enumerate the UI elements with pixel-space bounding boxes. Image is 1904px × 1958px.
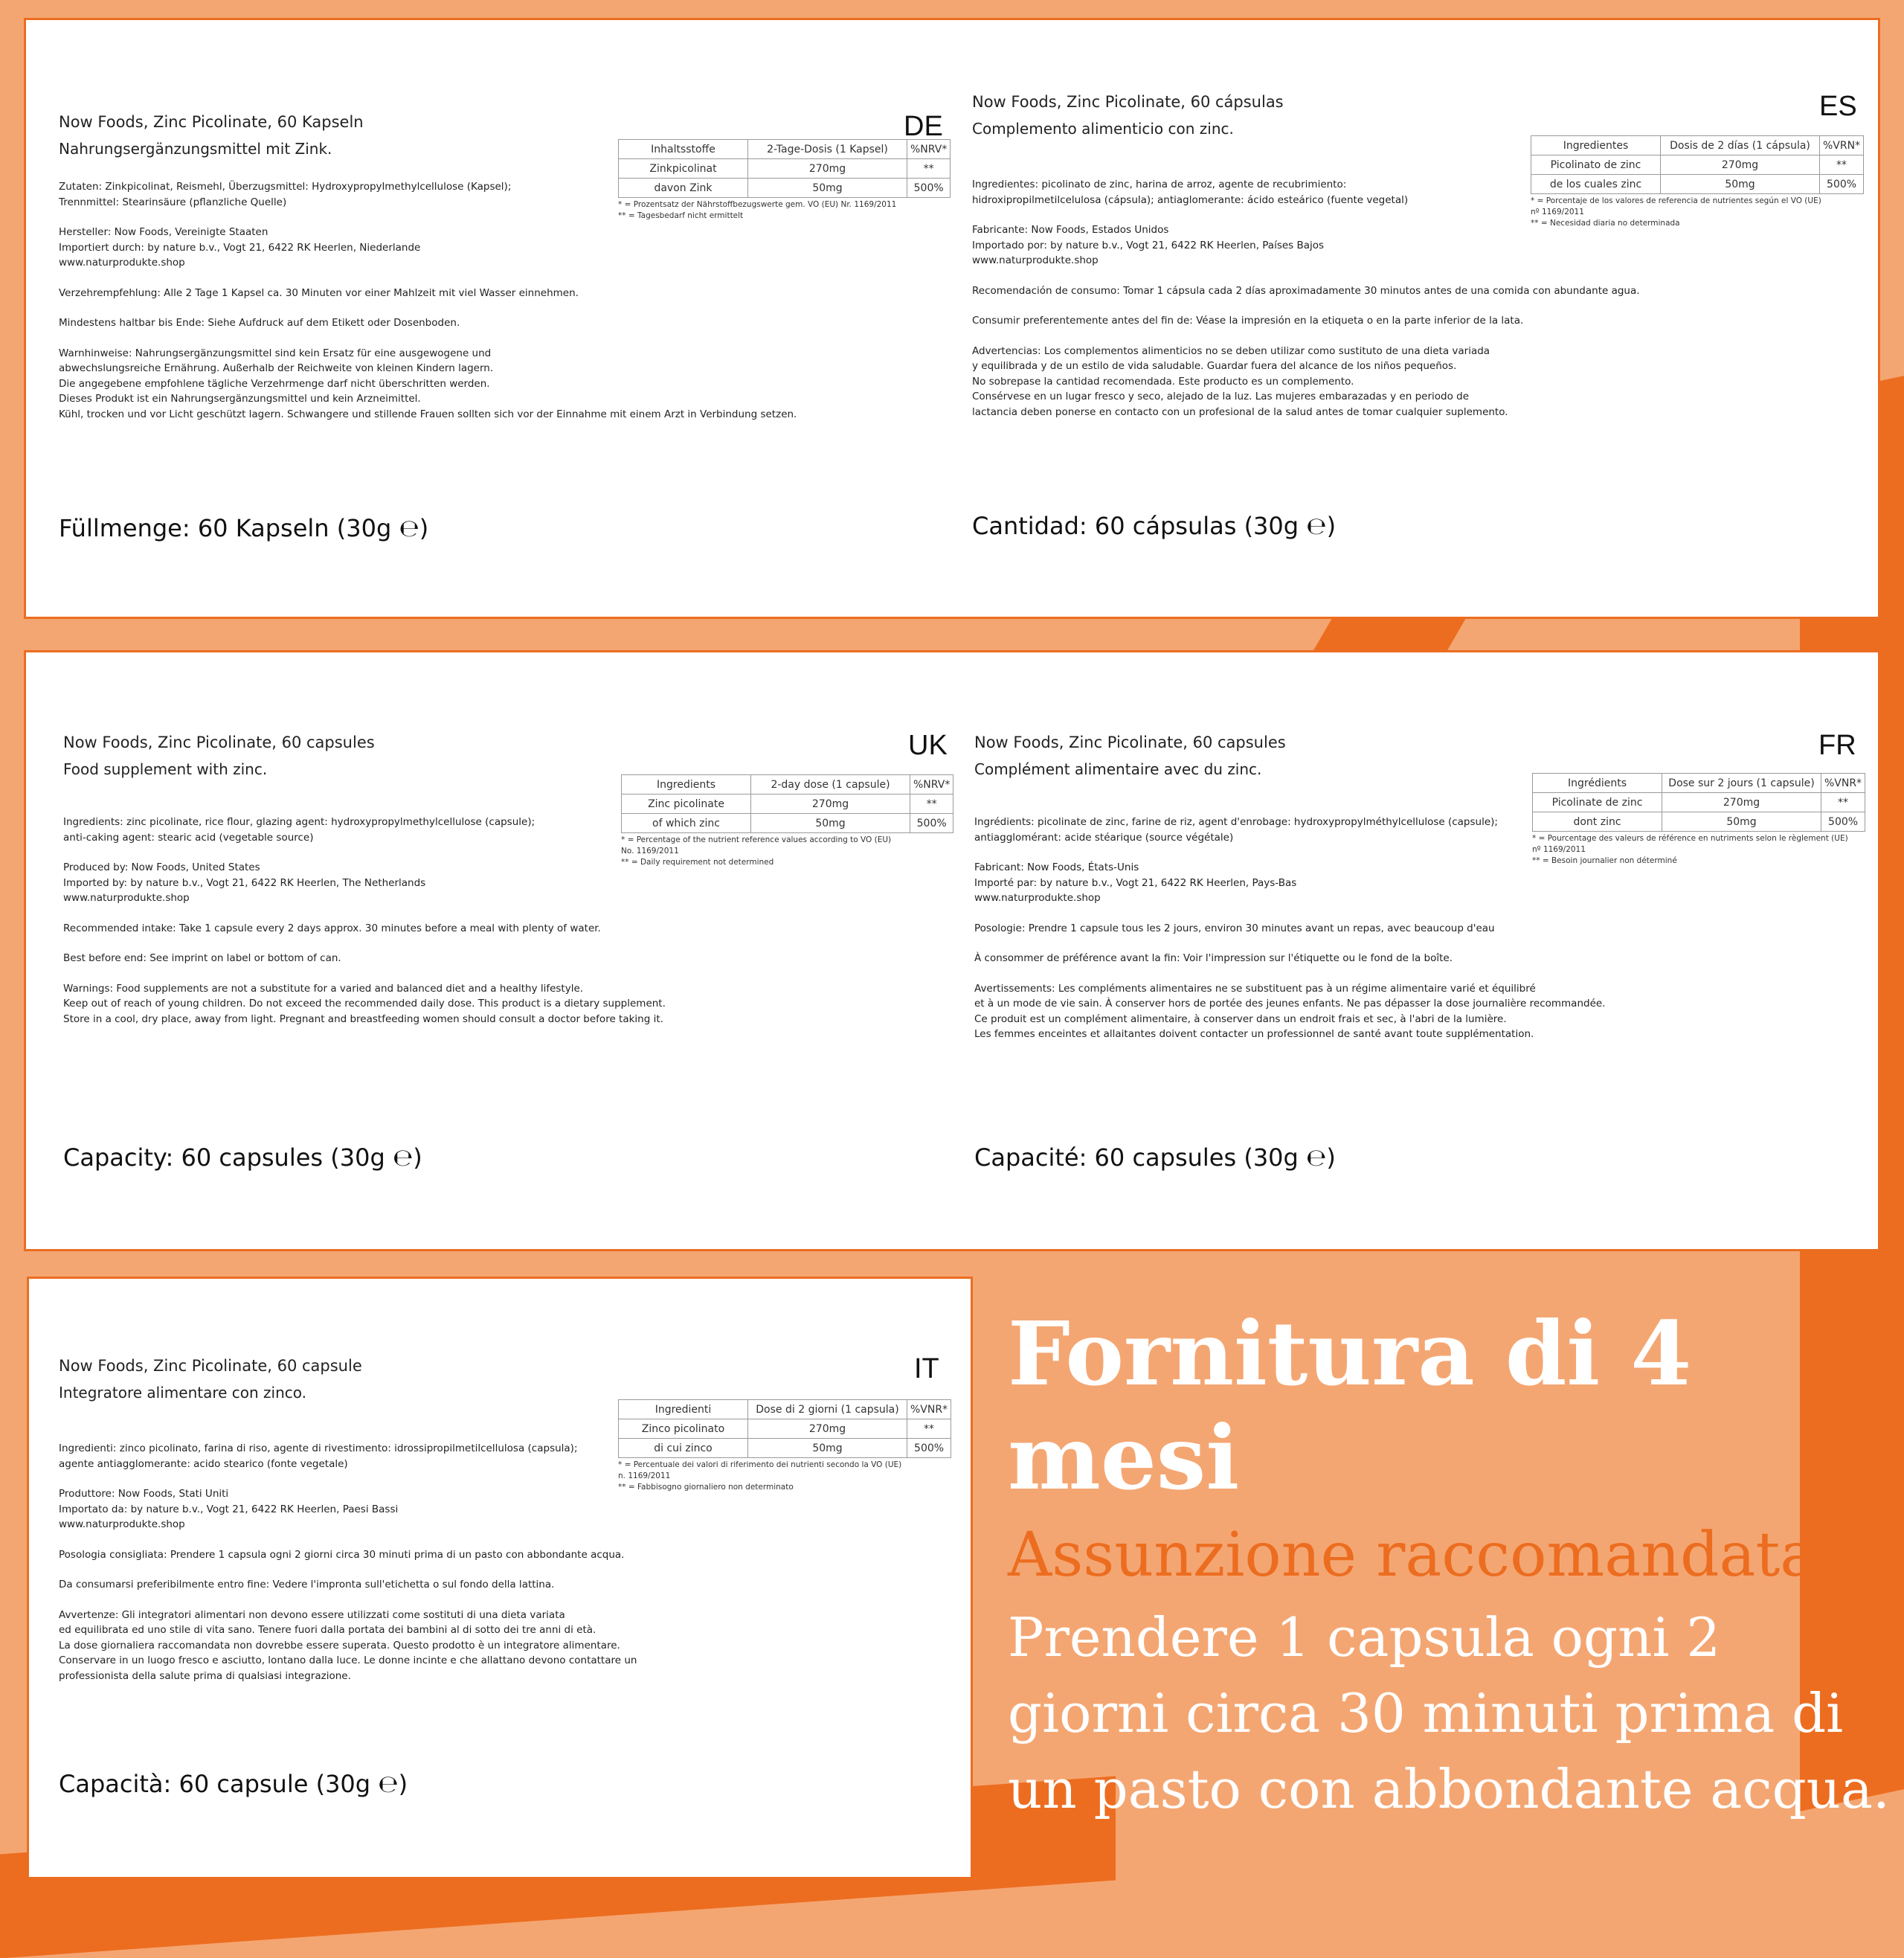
nutrition-row bbox=[1533, 793, 1865, 812]
text-line: La dose giornaliera raccomandata non dovrebbe essere superata. Questo prodotto è un integratore alimentare. bbox=[59, 1639, 620, 1652]
text-line: Mindestens haltbar bis Ende: Siehe Aufdruck auf dem Etikett oder Dosenboden. bbox=[59, 317, 460, 329]
warnings-block bbox=[59, 346, 797, 423]
note: * = Porcentaje de los valores de referencia de nutrientes según el VO (UE) bbox=[1531, 196, 1821, 205]
language-code: IT bbox=[914, 1353, 939, 1384]
label-subtitle: Food supplement with zinc. bbox=[63, 760, 268, 778]
cell: 270mg bbox=[1662, 793, 1821, 812]
text-line: abwechslungsreiche Ernährung. Außerhalb der Reichweite von kleinen Kindern lagern. bbox=[59, 362, 494, 374]
label-title: Now Foods, Zinc Picolinate, 60 capsules bbox=[63, 734, 375, 751]
language-code: DE bbox=[904, 111, 943, 142]
best-before-block bbox=[63, 951, 666, 966]
text-line: Importado por: by nature b.v., Vogt 21, 6422 RK Heerlen, Países Bajos bbox=[972, 239, 1325, 251]
ingredients-block bbox=[59, 179, 797, 210]
header-cell: Ingrédients bbox=[1533, 774, 1662, 793]
text-line: antiagglomérant: acide stéarique (source végétale) bbox=[974, 831, 1234, 844]
text-line: www.naturprodukte.shop bbox=[59, 257, 185, 269]
header-cell: Ingredienti bbox=[619, 1400, 748, 1419]
cell: Picolinate de zinc bbox=[1533, 793, 1662, 812]
ingredients-block bbox=[974, 815, 1605, 845]
note: * = Prozentsatz der Nährstoffbezugswerte gem. VO (EU) Nr. 1169/2011 bbox=[618, 200, 897, 209]
text-line: Imported by: by nature b.v., Vogt 21, 6422 RK Heerlen, The Netherlands bbox=[63, 876, 426, 889]
manufacturer-block bbox=[59, 225, 797, 271]
dosage-block bbox=[972, 283, 1640, 299]
label-body bbox=[972, 177, 1640, 434]
label-title: Now Foods, Zinc Picolinate, 60 Kapseln bbox=[59, 113, 364, 131]
nutrition-header-row bbox=[619, 140, 951, 159]
text-line: Ce produit est un complément alimentaire, à conserver dans un endroit frais et sec, à l'abri de la lumière. bbox=[974, 1012, 1507, 1025]
manufacturer-block bbox=[972, 222, 1640, 269]
cell: 500% bbox=[1820, 175, 1864, 194]
label-subtitle: Integratore alimentare con zinco. bbox=[59, 1384, 307, 1402]
text-line: Les femmes enceintes et allaitantes doivent contacter un professionnel de santé avant toute supplémentation. bbox=[974, 1028, 1534, 1040]
header-cell: Ingredients bbox=[622, 775, 751, 795]
text-line: Posologie: Prendre 1 capsule tous les 2 jours, environ 30 minutes avant un repas, avec beaucoup d'eau bbox=[974, 922, 1495, 934]
nutrition-row bbox=[619, 1419, 951, 1439]
text-line: Recommended intake: Take 1 capsule every 2 days approx. 30 minutes before a meal with plenty of water. bbox=[63, 922, 601, 934]
cell: dont zinc bbox=[1533, 812, 1662, 832]
text-line: ed equilibrata ed uno stile di vita sano. Tenere fuori dalla portata dei bambini al di sotto dei tre anni di età. bbox=[59, 1624, 596, 1636]
manufacturer-block bbox=[63, 860, 666, 906]
nutrition-header-row bbox=[1531, 136, 1864, 155]
text-line: Hersteller: Now Foods, Vereinigte Staaten bbox=[59, 226, 268, 238]
note: ** = Fabbisogno giornaliero non determinato bbox=[618, 1483, 794, 1492]
nutrition-row bbox=[622, 795, 953, 814]
note: * = Pourcentage des valeurs de référence en nutriments selon le règlement (UE) bbox=[1532, 834, 1848, 843]
text-line: Ingredienti: zinco picolinato, farina di riso, agente di rivestimento: idrossipropilmetilcellulosa (capsula); bbox=[59, 1442, 578, 1454]
note: n. 1169/2011 bbox=[618, 1471, 671, 1480]
header-cell: Dosis de 2 días (1 cápsula) bbox=[1661, 136, 1820, 155]
language-code: ES bbox=[1819, 91, 1857, 122]
cell: 50mg bbox=[1662, 812, 1821, 832]
cell: davon Zink bbox=[619, 179, 748, 198]
warnings-block bbox=[63, 981, 666, 1027]
cell: 500% bbox=[907, 1439, 951, 1458]
cell: 270mg bbox=[751, 795, 910, 814]
ingredients-block bbox=[972, 177, 1640, 208]
dosage-block bbox=[59, 286, 797, 301]
ingredients-block bbox=[63, 815, 666, 845]
header-cell: %VNR* bbox=[1821, 774, 1865, 793]
text-line: Trennmittel: Stearinsäure (pflanzliche Quelle) bbox=[59, 196, 287, 208]
text-line: Ingredientes: picolinato de zinc, harina de arroz, agente de recubrimiento: bbox=[972, 179, 1347, 190]
text-line: Keep out of reach of young children. Do not exceed the recommended daily dose. This product is a dietary supplement. bbox=[63, 998, 666, 1010]
cell: Zinkpicolinat bbox=[619, 159, 748, 179]
text-line: y equilibrada y de un estilo de vida saludable. Guardar fuera del alcance de los niños pequeños. bbox=[972, 360, 1457, 372]
nutrition-header-row bbox=[1533, 774, 1865, 793]
cell: Picolinato de zinc bbox=[1531, 155, 1661, 175]
note: ** = Necesidad diaria no determinada bbox=[1531, 219, 1680, 228]
header-cell: %VRN* bbox=[1820, 136, 1864, 155]
text-line: www.naturprodukte.shop bbox=[972, 254, 1099, 266]
label-body bbox=[59, 1441, 637, 1698]
ingredients-block bbox=[59, 1441, 637, 1471]
dosage-block bbox=[59, 1547, 637, 1563]
header-cell: Ingredientes bbox=[1531, 136, 1661, 155]
language-code: UK bbox=[908, 730, 948, 761]
note: No. 1169/2011 bbox=[621, 847, 679, 856]
nutrition-header-row bbox=[619, 1400, 951, 1419]
header-cell: %VNR* bbox=[907, 1400, 951, 1419]
label-it bbox=[27, 1277, 973, 1879]
text-line: Advertencias: Los complementos alimenticios no se deben utilizar como sustituto de una dieta variada bbox=[972, 344, 1490, 357]
label-title: Now Foods, Zinc Picolinate, 60 cápsulas bbox=[972, 93, 1284, 111]
note: nº 1169/2011 bbox=[1531, 208, 1584, 216]
nutrition-row bbox=[622, 814, 953, 833]
cell: Zinco picolinato bbox=[619, 1419, 748, 1439]
note: nº 1169/2011 bbox=[1532, 845, 1586, 854]
text-line: Dieses Produkt ist ein Nahrungsergänzungsmittel und kein Arzneimittel. bbox=[59, 393, 421, 405]
promo-block bbox=[1008, 1302, 1893, 1827]
text-line: www.naturprodukte.shop bbox=[59, 1518, 185, 1530]
text-line: professionista della salute prima di qualsiasi integrazione. bbox=[59, 1669, 351, 1682]
note: * = Percentage of the nutrient reference values according to VO (EU) bbox=[621, 835, 892, 844]
cell: 500% bbox=[907, 179, 951, 198]
label-subtitle: Nahrungsergänzungsmittel mit Zink. bbox=[59, 140, 332, 158]
table-notes bbox=[618, 1460, 951, 1493]
header-cell: 2-day dose (1 capsule) bbox=[751, 775, 910, 795]
cell: 500% bbox=[910, 814, 953, 833]
header-cell: 2-Tage-Dosis (1 Kapsel) bbox=[748, 140, 907, 159]
text-line: Consumir preferentemente antes del fin de: Véase la impresión en la etiqueta o en la parte inferior de la lata. bbox=[972, 315, 1524, 327]
promo-subhead: Assunzione raccomandata: bbox=[1008, 1520, 1837, 1591]
cell: 50mg bbox=[751, 814, 910, 833]
text-line: Consérvese en un lugar fresco y seco, alejado de la luz. Las mujeres embarazadas y en periodo de bbox=[972, 391, 1470, 402]
cell: 270mg bbox=[748, 159, 907, 179]
best-before-block bbox=[974, 951, 1605, 966]
text-line: Warnings: Food supplements are not a substitute for a varied and balanced diet and a healthy lifestyle. bbox=[63, 982, 584, 995]
best-before-block bbox=[972, 313, 1640, 329]
cell: ** bbox=[907, 159, 951, 179]
table-notes bbox=[621, 835, 953, 868]
text-line: Best before end: See imprint on label or bottom of can. bbox=[63, 952, 341, 964]
text-line: www.naturprodukte.shop bbox=[974, 892, 1101, 904]
dosage-block bbox=[63, 921, 666, 937]
text-line: agente antiagglomerante: acido stearico (fonte vegetale) bbox=[59, 1457, 348, 1470]
header-cell: Dose sur 2 jours (1 capsule) bbox=[1662, 774, 1821, 793]
header-cell: Dose di 2 giorni (1 capsula) bbox=[748, 1400, 907, 1419]
text-line: Fabricante: Now Foods, Estados Unidos bbox=[972, 224, 1169, 236]
text-line: Avvertenze: Gli integratori alimentari non devono essere utilizzati come sostituti di una dieta variata bbox=[59, 1608, 565, 1621]
manufacturer-block bbox=[59, 1486, 637, 1532]
text-line: Conservare in un luogo fresco e asciutto, lontano dalla luce. Le donne incinte e che allattano devono contattare un bbox=[59, 1654, 637, 1666]
cell: 50mg bbox=[748, 179, 907, 198]
text-line: À consommer de préférence avant la fin: Voir l'impression sur l'étiquette ou le fond de la boîte. bbox=[974, 952, 1453, 964]
nutrition-table bbox=[621, 774, 953, 868]
cell: 270mg bbox=[1661, 155, 1820, 175]
nutrition-table bbox=[618, 1399, 951, 1493]
nutrition-header-row bbox=[622, 775, 953, 795]
header-cell: Inhaltsstoffe bbox=[619, 140, 748, 159]
note: ** = Tagesbedarf nicht ermittelt bbox=[618, 211, 744, 220]
quantity-text: Capacity: 60 capsules (30g ℮) bbox=[63, 1143, 422, 1172]
label-subtitle: Complément alimentaire avec du zinc. bbox=[974, 760, 1262, 778]
text-line: lactancia deben ponerse en contacto con un profesional de la salud antes de tomar cualquier suplemento. bbox=[972, 405, 1508, 418]
label-body bbox=[974, 815, 1605, 1057]
text-line: No sobrepase la cantidad recomendada. Este producto es un complemento. bbox=[972, 375, 1354, 388]
cell: 500% bbox=[1821, 812, 1865, 832]
text-line: Verzehrempfehlung: Alle 2 Tage 1 Kapsel ca. 30 Minuten vor einer Mahlzeit mit viel Wasser einnehmen. bbox=[59, 286, 579, 299]
label-body bbox=[63, 815, 666, 1041]
note: * = Percentuale dei valori di riferimento dei nutrienti secondo la VO (UE) bbox=[618, 1460, 902, 1469]
label-title: Now Foods, Zinc Picolinate, 60 capsules bbox=[974, 734, 1286, 751]
note: ** = Besoin journalier non déterminé bbox=[1532, 856, 1677, 865]
quantity-text: Cantidad: 60 cápsulas (30g ℮) bbox=[972, 512, 1337, 540]
text-line: Posologia consigliata: Prendere 1 capsula ogni 2 giorni circa 30 minuti prima di un pasto con abbondante acqua. bbox=[59, 1548, 625, 1561]
promo-description: Prendere 1 capsula ogni 2 giorni circa 30 minuti prima di un pasto con abbondante acqua. bbox=[1008, 1606, 1890, 1820]
text-line: Ingrédients: picolinate de zinc, farine de riz, agent d'enrobage: hydroxypropylméthylcellulose (capsule); bbox=[974, 816, 1498, 828]
text-line: www.naturprodukte.shop bbox=[63, 892, 190, 904]
cell: Zinc picolinate bbox=[622, 795, 751, 814]
label-body bbox=[59, 179, 797, 437]
quantity-text: Füllmenge: 60 Kapseln (30g ℮) bbox=[59, 514, 429, 542]
label-es bbox=[942, 20, 1878, 617]
label-title: Now Foods, Zinc Picolinate, 60 capsule bbox=[59, 1357, 362, 1375]
text-line: Da consumarsi preferibilmente entro fine: Vedere l'impronta sull'etichetta o sul fondo della lattina. bbox=[59, 1579, 555, 1591]
text-line: Store in a cool, dry place, away from light. Pregnant and breastfeeding women should consult a doctor before taking it. bbox=[63, 1012, 663, 1025]
cell: de los cuales zinc bbox=[1531, 175, 1661, 194]
text-line: Kühl, trocken und vor Licht geschützt lagern. Schwangere und stillende Frauen sollten sich vor der Einnahme mit einem Arzt in Verbindung setzen. bbox=[59, 408, 797, 420]
label-subtitle: Complemento alimenticio con zinc. bbox=[972, 120, 1234, 138]
quantity-text: Capacità: 60 capsule (30g ℮) bbox=[59, 1770, 408, 1798]
language-code: FR bbox=[1818, 730, 1856, 761]
text-line: Produced by: Now Foods, United States bbox=[63, 861, 260, 873]
header-cell: %NRV* bbox=[907, 140, 951, 159]
quantity-text: Capacité: 60 capsules (30g ℮) bbox=[974, 1143, 1336, 1172]
cell: ** bbox=[1821, 793, 1865, 812]
dosage-block bbox=[974, 921, 1605, 937]
cell: ** bbox=[910, 795, 953, 814]
cell: ** bbox=[1820, 155, 1864, 175]
text-line: Zutaten: Zinkpicolinat, Reismehl, Überzugsmittel: Hydroxypropylmethylcellulose (Kapsel); bbox=[59, 181, 512, 193]
text-line: anti-caking agent: stearic acid (vegetable source) bbox=[63, 831, 314, 844]
cell: 270mg bbox=[748, 1419, 907, 1439]
text-line: Recomendación de consumo: Tomar 1 cápsula cada 2 días aproximadamente 30 minutos antes de una comida con abundante agua. bbox=[972, 284, 1640, 297]
text-line: Avertissements: Les compléments alimentaires ne se substituent pas à un régime alimentaire varié et équilibré bbox=[974, 982, 1536, 995]
cell: of which zinc bbox=[622, 814, 751, 833]
text-line: Fabricant: Now Foods, États-Unis bbox=[974, 861, 1139, 873]
label-uk bbox=[24, 650, 1880, 1251]
text-line: et à un mode de vie sain. À conserver hors de portée des jeunes enfants. Ne pas dépasser la dose journalière recommandée. bbox=[974, 998, 1606, 1010]
warnings-block bbox=[59, 1608, 637, 1684]
cell: ** bbox=[907, 1419, 951, 1439]
best-before-block bbox=[59, 1577, 637, 1593]
cell: 50mg bbox=[748, 1439, 907, 1458]
text-line: Importé par: by nature b.v., Vogt 21, 6422 RK Heerlen, Pays-Bas bbox=[974, 876, 1297, 889]
text-line: Importato da: by nature b.v., Vogt 21, 6422 RK Heerlen, Paesi Bassi bbox=[59, 1503, 399, 1515]
manufacturer-block bbox=[974, 860, 1605, 906]
cell: 50mg bbox=[1661, 175, 1820, 194]
text-line: Die angegebene empfohlene tägliche Verzehrmenge darf nicht überschritten werden. bbox=[59, 377, 490, 390]
nutrition-row bbox=[619, 1439, 951, 1458]
header-cell: %NRV* bbox=[910, 775, 953, 795]
warnings-block bbox=[974, 981, 1605, 1042]
text-line: Importiert durch: by nature b.v., Vogt 21, 6422 RK Heerlen, Niederlande bbox=[59, 241, 421, 254]
best-before-block bbox=[59, 315, 797, 331]
text-line: Ingredients: zinc picolinate, rice flour, glazing agent: hydroxypropylmethylcellulose (capsule); bbox=[63, 816, 536, 828]
warnings-block bbox=[972, 344, 1640, 420]
nutrition-row bbox=[1531, 155, 1864, 175]
text-line: Warnhinweise: Nahrungsergänzungsmittel sind kein Ersatz für eine ausgewogene und bbox=[59, 347, 492, 359]
promo-headline: Fornitura di 4 mesi bbox=[1008, 1302, 1692, 1509]
text-line: Produttore: Now Foods, Stati Uniti bbox=[59, 1488, 229, 1500]
text-line: hidroxipropilmetilcelulosa (cápsula); antiaglomerante: ácido esteárico (fuente vegetal) bbox=[972, 193, 1409, 206]
nutrition-row bbox=[619, 159, 951, 179]
note: ** = Daily requirement not determined bbox=[621, 858, 774, 867]
cell: di cui zinco bbox=[619, 1439, 748, 1458]
